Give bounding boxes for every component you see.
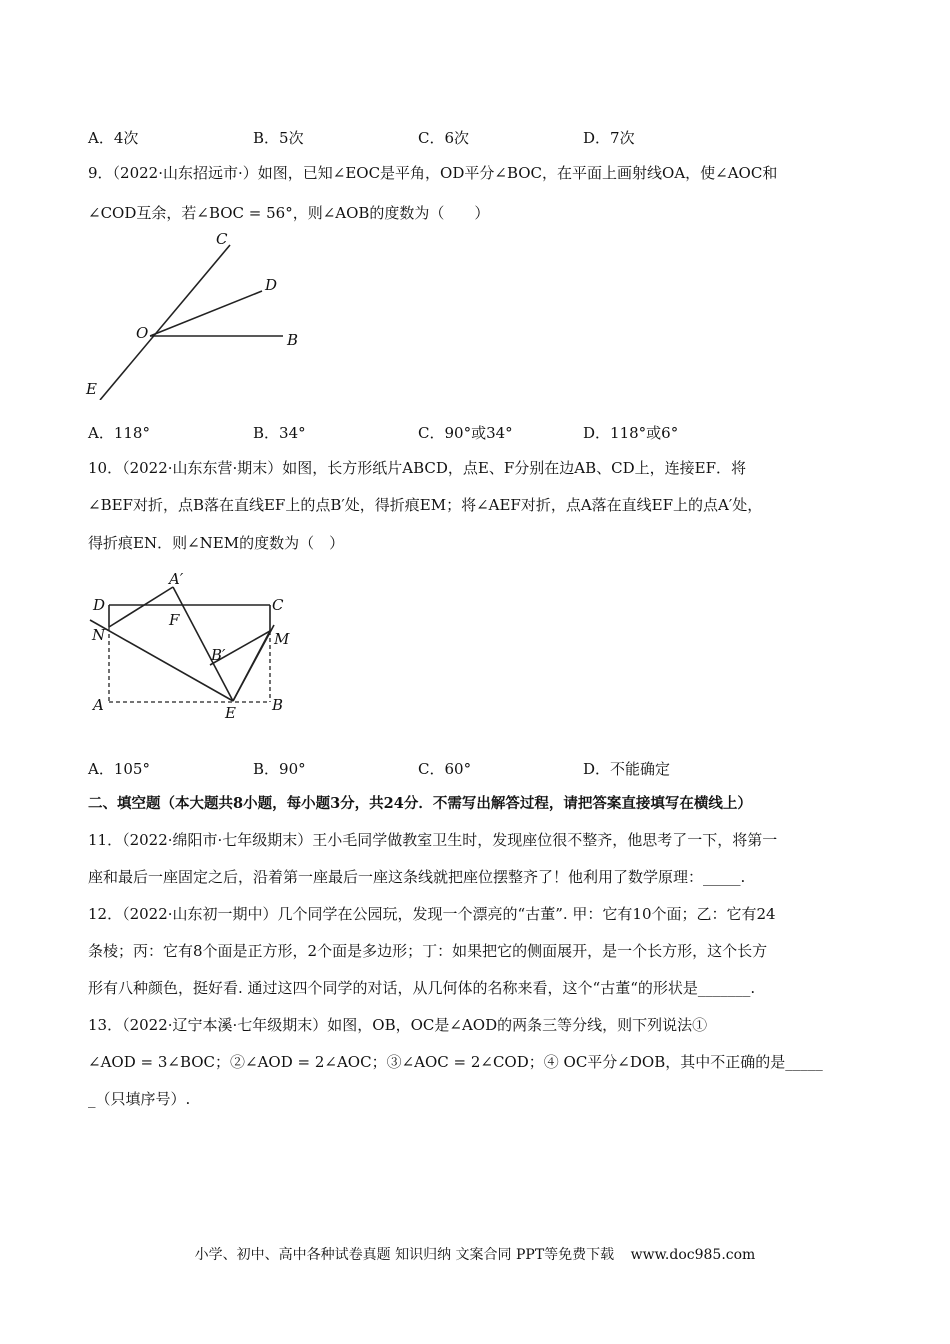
q8-options bbox=[88, 127, 848, 149]
q8-option-a: A．4次 bbox=[88, 129, 139, 147]
label-d: D bbox=[265, 276, 278, 294]
q10-stem-line1: 10．（2022·山东东营·期末）如图，长方形纸片ABCD，点E、F分别在边AB、CD上，连接EF．将 bbox=[88, 459, 747, 477]
q11-stem-line2: 座和最后一座固定之后，沿着第一座最后一座这条线就把座位摆整齐了！他利用了数学原理：_____. bbox=[88, 868, 746, 886]
q13-stem-line1: 13．（2022·辽宁本溪·七年级期末）如图，OB，OC是∠AOD的两条三等分线，则下列说法① bbox=[88, 1016, 708, 1034]
q13-stem-line3: _（只填序号）. bbox=[88, 1090, 191, 1108]
label-n: N bbox=[92, 626, 106, 644]
label-e: E bbox=[225, 704, 236, 722]
q10-stem-line3: 得折痕EN．则∠NEM的度数为（ ） bbox=[88, 534, 345, 552]
q8-option-b: B．5次 bbox=[253, 129, 304, 147]
q12-stem-line3: 形有八种颜色，挺好看. 通过这四个同学的对话，从几何体的名称来看，这个“古董“的形状是_______. bbox=[88, 979, 756, 997]
label-o: O bbox=[136, 324, 149, 342]
label-b: B bbox=[287, 331, 299, 349]
page-footer bbox=[0, 1244, 950, 1264]
label-b: B bbox=[272, 696, 284, 714]
label-b-prime: B′ bbox=[211, 646, 226, 664]
label-d: D bbox=[93, 596, 106, 614]
q10-option-c: C．60° bbox=[418, 760, 472, 778]
q9-stem-line2: ∠COD互余，若∠BOC = 56°，则∠AOB的度数为（ ） bbox=[88, 204, 490, 222]
label-a-prime: A′ bbox=[169, 570, 184, 588]
q9-stem-line1: 9．（2022·山东招远市·）如图，已知∠EOC是平角，OD平分∠BOC，在平面上画射线OA，使∠AOC和 bbox=[88, 164, 778, 182]
q12-stem-line2: 条棱；丙：它有8个面是正方形，2个面是多边形；丁：如果把它的侧面展开，是一个长方形，这个长方 bbox=[88, 942, 768, 960]
segment-na1 bbox=[109, 587, 173, 627]
q9-option-c: C．90°或34° bbox=[418, 424, 513, 442]
label-f: F bbox=[169, 611, 180, 629]
footer-url[interactable]: www.doc985.com bbox=[630, 1247, 756, 1263]
q13-stem-line2: ∠AOD = 3∠BOC；②∠AOD = 2∠AOC；③∠AOC = 2∠COD；④ OC平分∠DOB，其中不正确的是_____ bbox=[88, 1053, 823, 1071]
q9-option-a: A．118° bbox=[88, 424, 150, 442]
label-e: E bbox=[86, 380, 97, 398]
label-c: C bbox=[216, 230, 228, 248]
label-m: M bbox=[274, 630, 290, 648]
q12-stem-line1: 12．（2022·山东初一期中）几个同学在公园玩，发现一个漂亮的“古董”. 甲：它有10个面；乙：它有24 bbox=[88, 905, 776, 923]
q10-option-d: D．不能确定 bbox=[583, 760, 671, 778]
q10-fold-figure bbox=[85, 565, 295, 725]
q9-option-b: B．34° bbox=[253, 424, 306, 442]
footer-text: 小学、初中、高中各种试卷真题 知识归纳 文案合同 PPT等免费下载 bbox=[194, 1247, 615, 1263]
label-a: A bbox=[93, 696, 104, 714]
q10-stem-line2: ∠BEF对折，点B落在直线EF上的点B′处，得折痕EM；将∠AEF对折，点A落在直线EF上的点A′处， bbox=[88, 496, 763, 514]
q9-option-d: D．118°或6° bbox=[583, 424, 679, 442]
q9-options bbox=[88, 422, 848, 444]
q10-options bbox=[88, 758, 848, 780]
section-heading-fill-in: 二、填空题（本大题共8小题，每小题3分，共24分．不需写出解答过程，请把答案直接填写在横线上） bbox=[88, 795, 752, 812]
ray-oc-oe bbox=[100, 245, 230, 400]
q10-option-b: B．90° bbox=[253, 760, 306, 778]
q8-option-c: C．6次 bbox=[418, 129, 470, 147]
q9-angle-figure bbox=[80, 228, 320, 400]
q10-option-a: A．105° bbox=[88, 760, 150, 778]
ray-od bbox=[150, 291, 262, 336]
q11-stem-line1: 11．（2022·绵阳市·七年级期末）王小毛同学做教室卫生时，发现座位很不整齐，他思考了一下，将第一 bbox=[88, 831, 778, 849]
q8-option-d: D．7次 bbox=[583, 129, 635, 147]
label-c: C bbox=[272, 596, 284, 614]
